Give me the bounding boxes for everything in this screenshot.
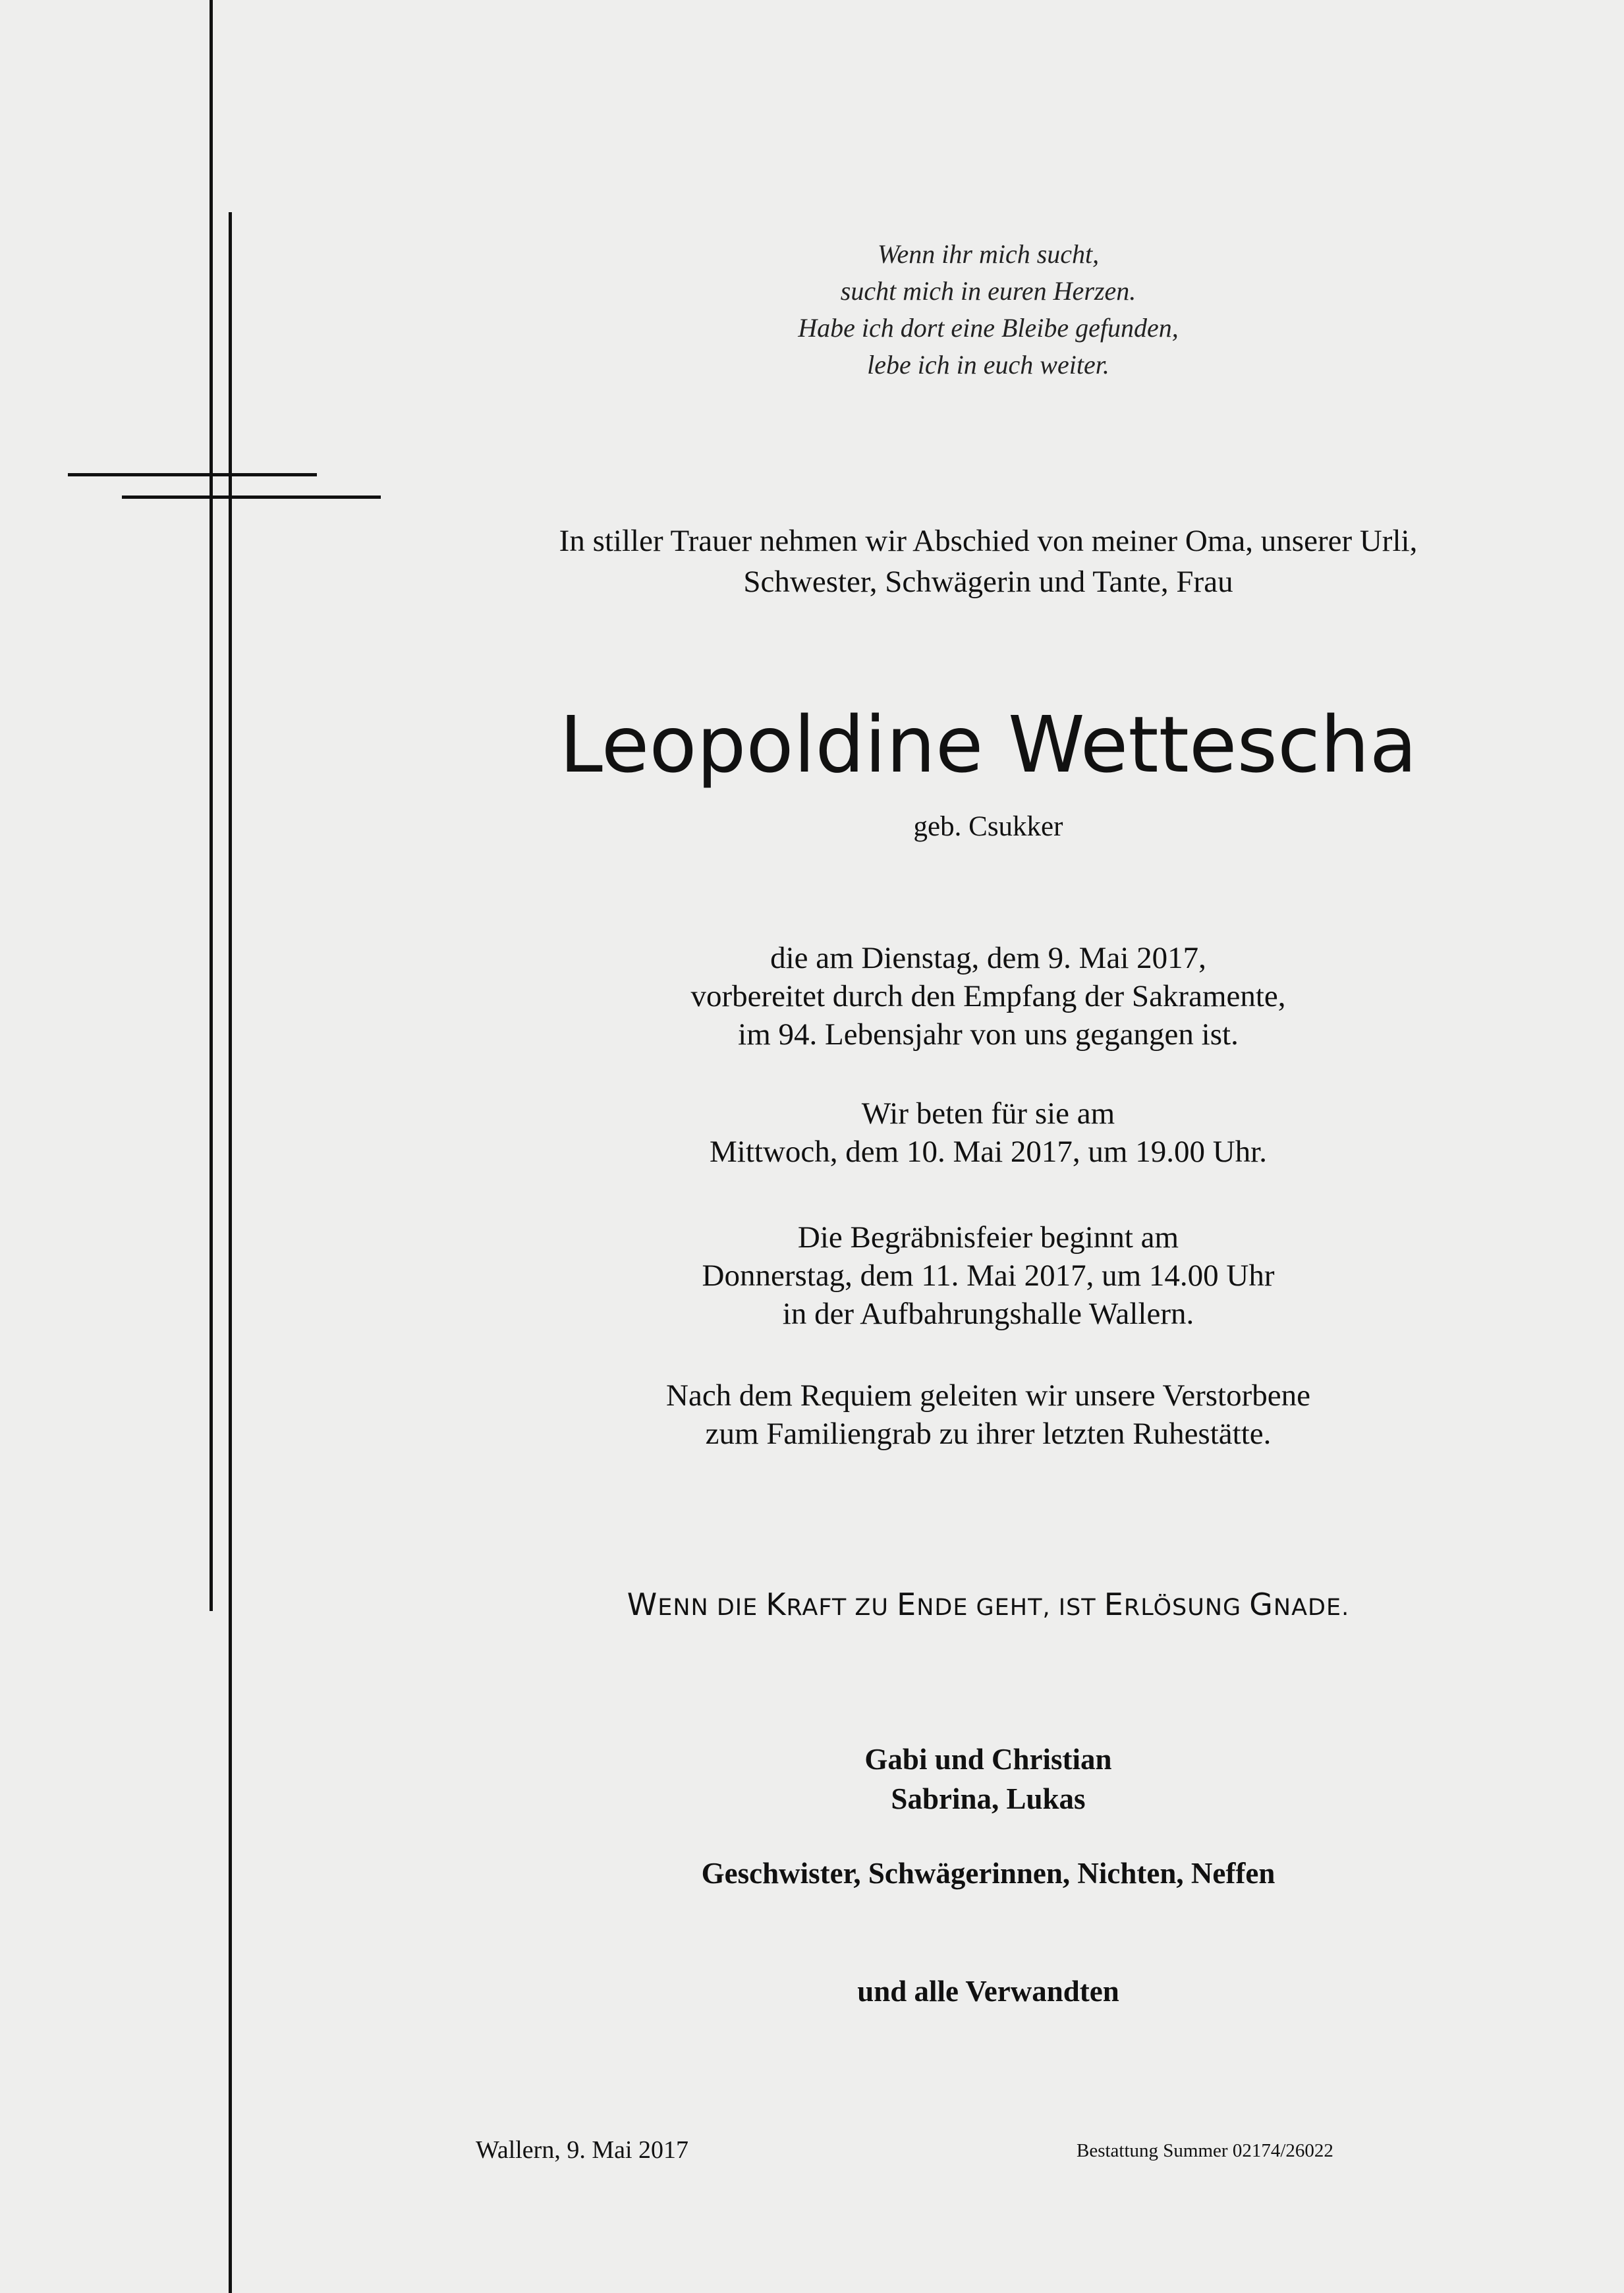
prayer-line: Wir beten für sie am: [861, 1096, 1115, 1131]
burial-line: zum Familiengrab zu ihrer letzten Ruhestätte.: [705, 1417, 1272, 1451]
intro-text: [461, 521, 1515, 602]
burial-line: Nach dem Requiem geleiten wir unsere Verstorbene: [666, 1378, 1310, 1413]
mourners-relatives: Geschwister, Schwägerinnen, Nichten, Neffen: [701, 1857, 1275, 1890]
death-notice-line: die am Dienstag, dem 9. Mai 2017,: [770, 941, 1206, 975]
death-notice-line: im 94. Lebensjahr von uns gegangen ist.: [738, 1017, 1239, 1052]
death-notice-line: vorbereitet durch den Empfang der Sakramente,: [690, 979, 1286, 1013]
poem-line: sucht mich in euren Herzen.: [840, 276, 1136, 306]
intro-line: Schwester, Schwägerin und Tante, Frau: [743, 565, 1233, 599]
burial-notice: [461, 1376, 1515, 1453]
funeral-line: Die Begräbnisfeier beginnt am: [797, 1220, 1179, 1255]
motto-word: ENDE GEHT, IST: [897, 1587, 1104, 1622]
intro-line: In stiller Trauer nehmen wir Abschied von meiner Oma, unserer Urli,: [559, 524, 1418, 558]
cross-lower-horizontal-line: [122, 495, 381, 499]
cross-outer-vertical-line: [210, 0, 213, 1611]
deceased-name: Leopoldine Wettescha: [559, 699, 1417, 790]
cross-inner-vertical-line: [229, 212, 232, 2293]
funeral-line: in der Aufbahrungshalle Wallern.: [782, 1297, 1194, 1331]
motto: [461, 1581, 1515, 1631]
motto-word: WENN DIE: [627, 1587, 766, 1622]
undertaker-info: Bestattung Summer 02174/26022: [1077, 2140, 1333, 2161]
poem-line: lebe ich in euch weiter.: [867, 350, 1109, 380]
mourner-line: Sabrina, Lukas: [891, 1782, 1086, 1815]
poem-line: Wenn ihr mich sucht,: [877, 239, 1100, 269]
motto-word: ERLÖSUNG: [1104, 1587, 1250, 1622]
cross-upper-horizontal-line: [68, 473, 317, 476]
mourner-line: Gabi und Christian: [864, 1743, 1112, 1776]
funeral-line: Donnerstag, dem 11. Mai 2017, um 14.00 Uhr: [702, 1259, 1275, 1293]
mourners-family: [461, 1740, 1515, 1819]
death-notice: [461, 939, 1515, 1054]
motto-word: GNADE.: [1249, 1587, 1350, 1622]
prayer-notice: [461, 1094, 1515, 1171]
funeral-notice: [461, 1218, 1515, 1333]
poem: [461, 236, 1515, 383]
prayer-line: Mittwoch, dem 10. Mai 2017, um 19.00 Uhr.: [710, 1135, 1267, 1169]
birth-name: geb. Csukker: [913, 811, 1063, 842]
motto-word: KRAFT ZU: [766, 1587, 897, 1622]
mourners-others: und alle Verwandten: [857, 1975, 1119, 2008]
place-date: Wallern, 9. Mai 2017: [476, 2136, 689, 2164]
poem-line: Habe ich dort eine Bleibe gefunden,: [798, 313, 1179, 343]
